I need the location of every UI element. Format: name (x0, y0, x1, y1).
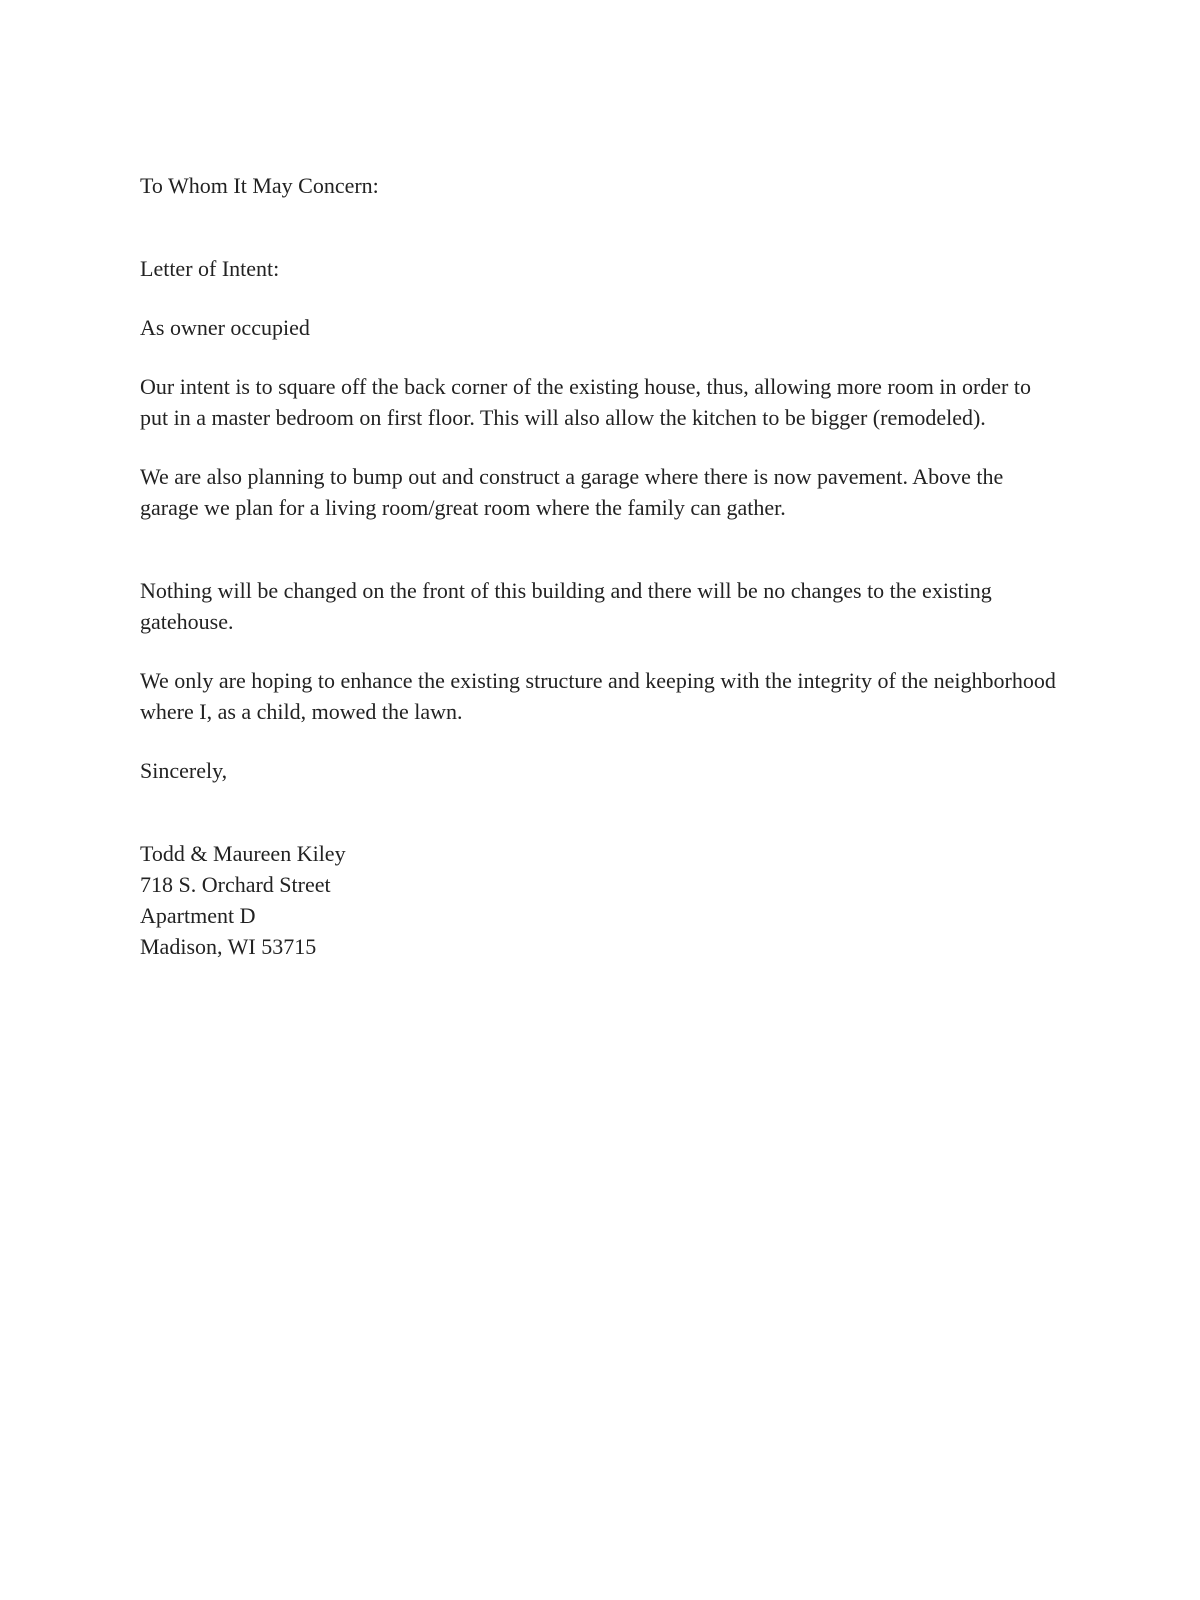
paragraph-garage: We are also planning to bump out and construct a garage where there is now pavement. Above the garage we plan for a living room/great room where the family can gather. (140, 464, 1004, 520)
letter-body (140, 170, 1060, 962)
address-street: 718 S. Orchard Street (140, 872, 331, 897)
address-unit: Apartment D (140, 903, 256, 928)
paragraph-intent: Our intent is to square off the back corner of the existing house, thus, allowing more room in order to put in a master bedroom on first floor. This will also allow the kitchen to be bigger (remodeled). (140, 374, 1031, 430)
paragraph-front-unchanged: Nothing will be changed on the front of this building and there will be no changes to the existing gatehouse. (140, 578, 992, 634)
closing: Sincerely, (140, 758, 228, 783)
address-city-state-zip: Madison, WI 53715 (140, 934, 317, 959)
signature-name: Todd & Maureen Kiley (140, 841, 346, 866)
owner-status: As owner occupied (140, 315, 310, 340)
salutation: To Whom It May Concern: (140, 173, 379, 198)
letter-title: Letter of Intent: (140, 256, 280, 281)
paragraph-enhance: We only are hoping to enhance the existing structure and keeping with the integrity of the neighborhood where I, as a child, mowed the lawn. (140, 668, 1056, 724)
signature-block (140, 838, 1060, 962)
